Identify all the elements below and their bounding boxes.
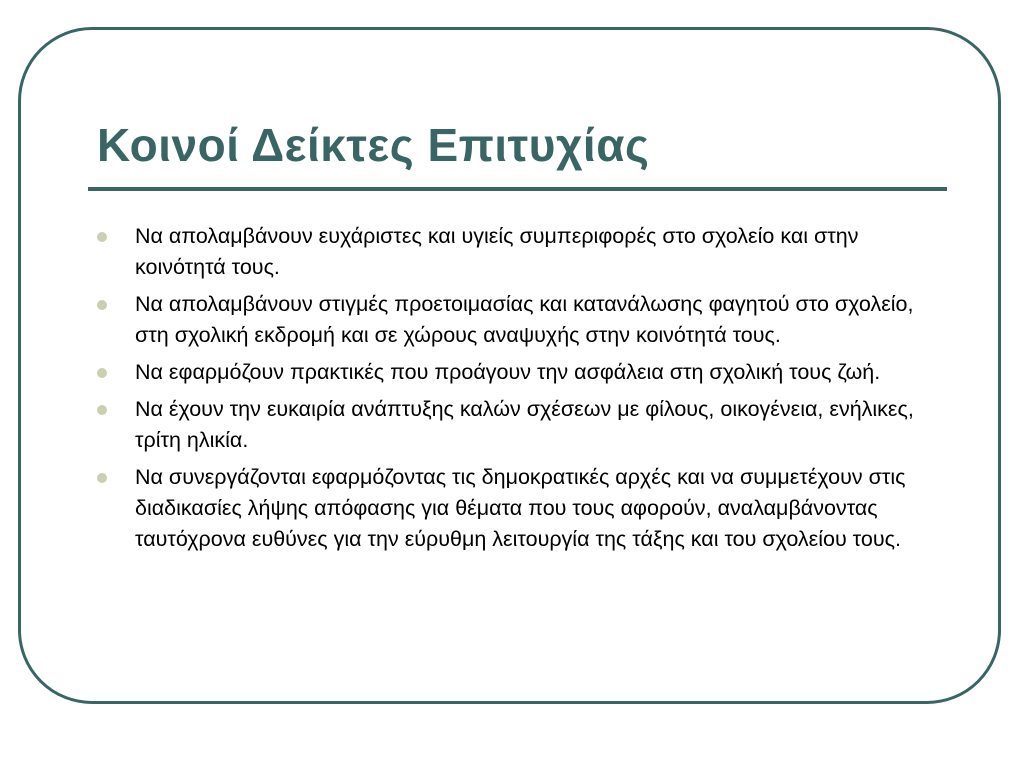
bullet-text: Να εφαρμόζουν πρακτικές που προάγουν την ασφάλεια στη σχολική τους ζωή. (135, 360, 881, 384)
bullet-item (97, 394, 937, 456)
bullet-text: Να απολαμβάνουν στιγμές προετοιμασίας και κατανάλωσης φαγητού στο σχολείο, στη σχολική εκδρομή και σε χώρους αναψυχής στην κοινότητά τους. (135, 292, 914, 347)
bullet-text: Να συνεργάζονται εφαρμόζοντας τις δημοκρατικές αρχές και να συμμετέχουν στις διαδικασίες λήψης απόφασης για θέματα που τους αφορούν, αναλαμβάνοντας ταυτόχρονα ευθύνες για την εύρυθμη λειτουργία της τάξης και του σχολείου τους. (135, 465, 906, 551)
bullet-dot-icon (97, 368, 107, 378)
bullet-item (97, 357, 937, 388)
bullet-item (97, 221, 937, 283)
bullet-text: Να απολαμβάνουν ευχάριστες και υγιείς συμπεριφορές στο σχολείο και στην κοινότητά τους. (135, 224, 859, 279)
bullet-dot-icon (97, 232, 107, 242)
bullet-item (97, 289, 937, 351)
bullet-text: Να έχουν την ευκαιρία ανάπτυξης καλών σχέσεων με φίλους, οικογένεια, ενήλικες, τρίτη ηλικία. (135, 397, 914, 452)
title-underline (88, 187, 947, 191)
bullet-dot-icon (97, 473, 107, 483)
bullet-list (97, 221, 937, 561)
bullet-item (97, 462, 937, 555)
slide-title: Κοινοί Δείκτες Επιτυχίας (97, 119, 650, 171)
bullet-dot-icon (97, 300, 107, 310)
bullet-dot-icon (97, 405, 107, 415)
